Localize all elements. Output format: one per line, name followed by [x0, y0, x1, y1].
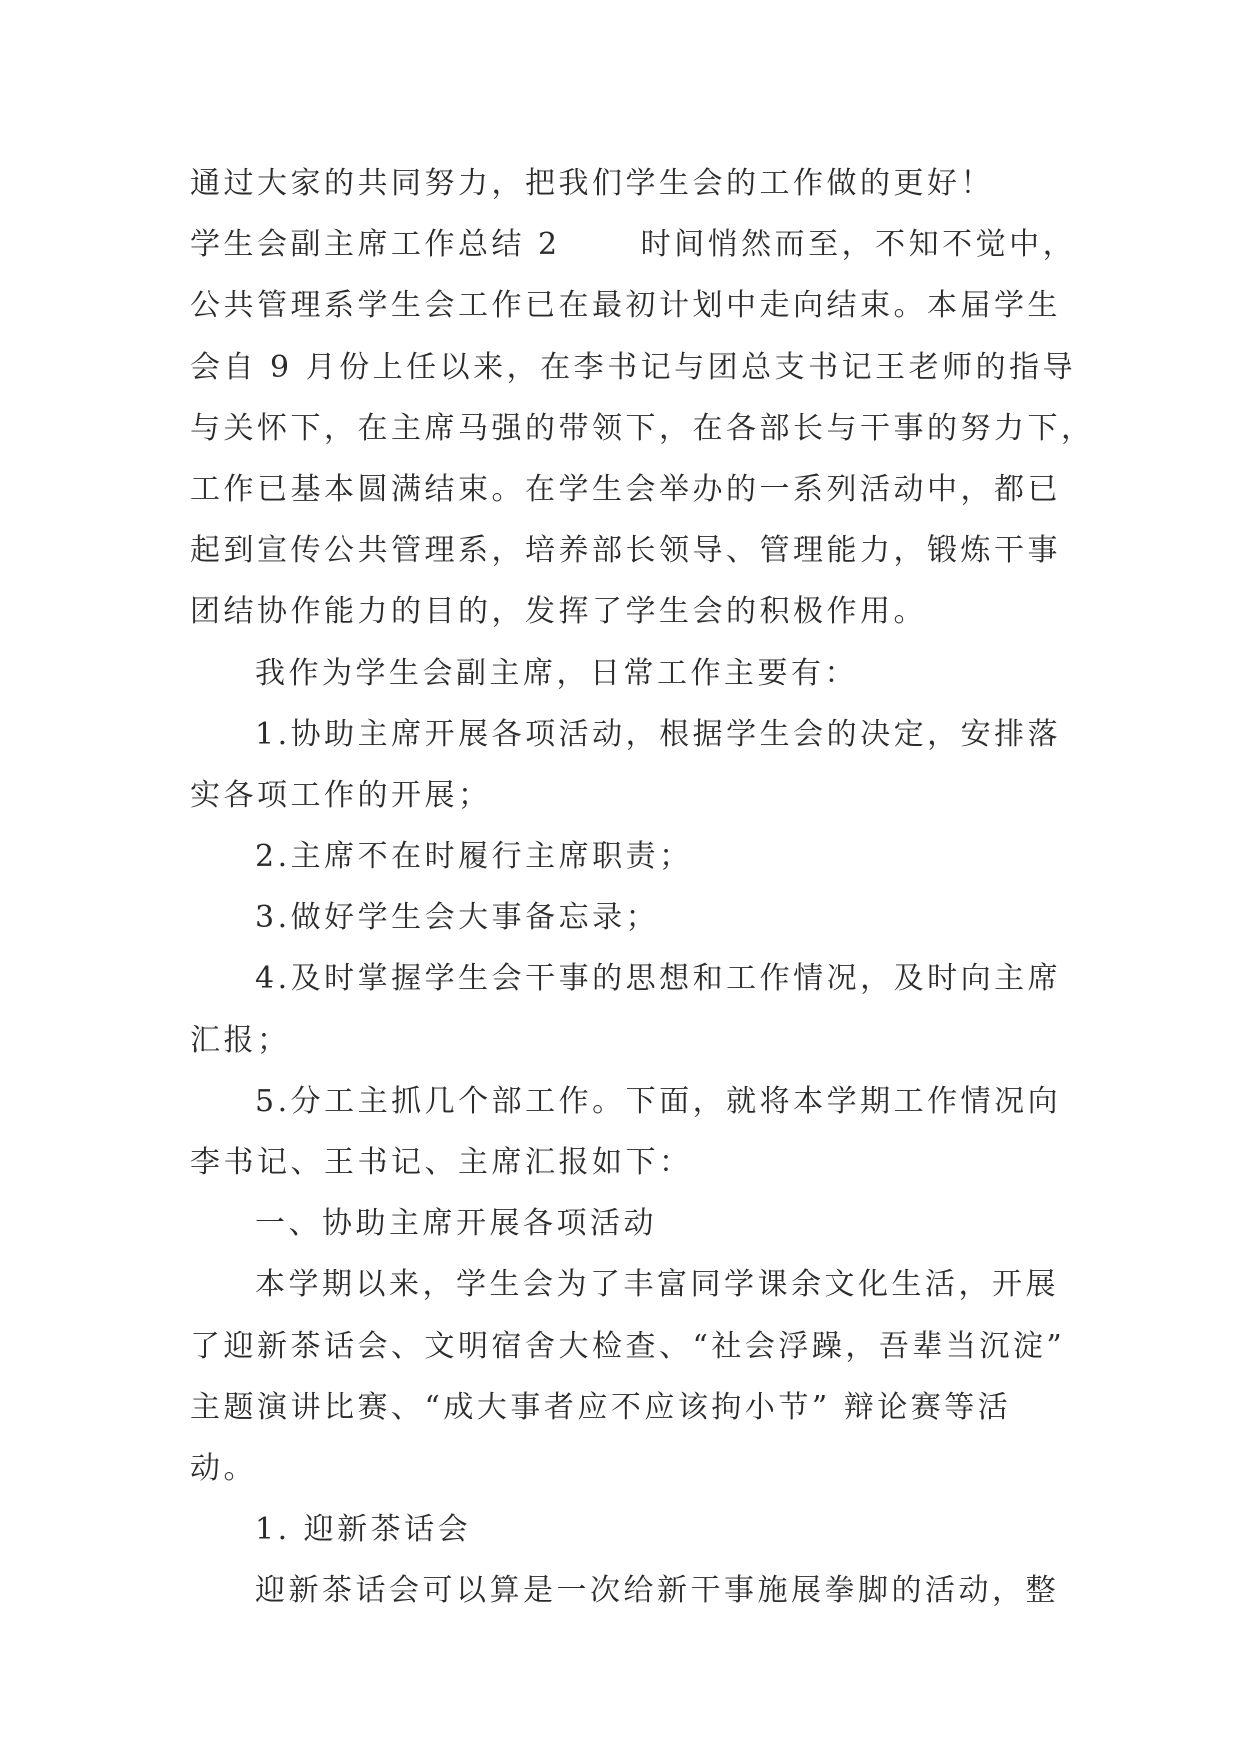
text-line: 我作为学生会副主席，日常工作主要有：	[255, 655, 858, 691]
list-item-5: 5.分工主抓几个部工作。下面，就将本学期工作情况向	[255, 1083, 1062, 1119]
text-line: 工作已基本圆满结束。在学生会举办的一系列活动中，都已	[190, 471, 1061, 507]
text-line: 实各项工作的开展；	[190, 777, 492, 813]
text-line: 李书记、王书记、主席汇报如下：	[190, 1145, 693, 1180]
text-line: 学生会副主席工作总结 2 时间悄然而至，不知不觉中，	[190, 227, 1077, 263]
text-line: 公共管理系学生会工作已在最初计划中走向结束。本届学生	[190, 288, 1061, 324]
text-line: 团结协作能力的目的，发挥了学生会的积极作用。	[190, 594, 927, 630]
subsection-heading: 1. 迎新茶话会	[255, 1512, 472, 1548]
text-line: 通过大家的共同努力，把我们学生会的工作做的更好！	[190, 166, 994, 201]
list-item-1: 1.协助主席开展各项活动，根据学生会的决定，安排落	[255, 716, 1062, 752]
list-item-4: 4.及时掌握学生会干事的思想和工作情况，及时向主席	[255, 961, 1062, 997]
list-item-3: 3.做好学生会大事备忘录；	[255, 900, 660, 936]
text-line: 会自 9 月份上任以来，在李书记与团总支书记王老师的指导	[190, 349, 1077, 385]
text-line: 了迎新茶话会、文明宿舍大检查、“社会浮躁，吾辈当沉淀”	[190, 1328, 1066, 1364]
text-line: 本学期以来，学生会为了丰富同学课余文化生活，开展	[255, 1267, 1059, 1303]
list-item-2: 2.主席不在时履行主席职责；	[255, 839, 693, 875]
text-line: 汇报；	[190, 1022, 291, 1058]
text-line: 起到宣传公共管理系，培养部长领导、管理能力，锻炼干事	[190, 533, 1061, 569]
text-line: 主题演讲比赛、“成大事者应不应该拘小节” 辩论赛等活	[190, 1389, 1012, 1425]
document-body	[190, 153, 1095, 1622]
text-line: 迎新茶话会可以算是一次给新干事施展拳脚的活动，整	[255, 1573, 1059, 1609]
text-line: 动。	[190, 1450, 257, 1486]
text-line: 与关怀下，在主席马强的带领下，在各部长与干事的努力下，	[190, 410, 1095, 446]
section-heading: 一、协助主席开展各项活动	[255, 1206, 657, 1242]
